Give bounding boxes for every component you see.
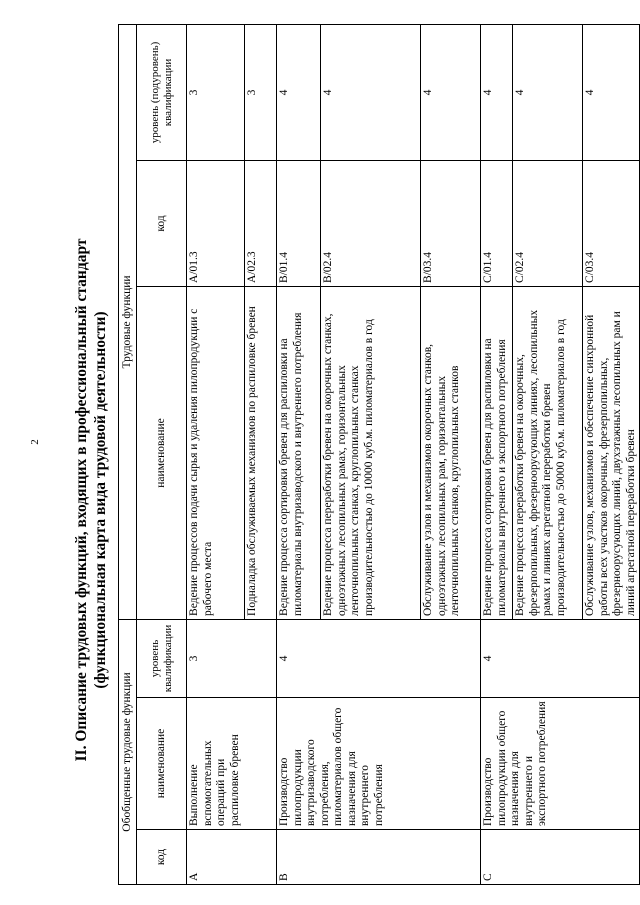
header-generalized: Обобщенные трудовые функции: [119, 619, 137, 884]
group-level: 4: [481, 619, 640, 697]
header-fn-level: уровень (подуровень) квалификации: [137, 24, 187, 160]
header-code: код: [137, 830, 187, 885]
group-name: Выполнение вспомогательных операций при распиловке бревен: [187, 698, 277, 830]
group-code: B: [277, 830, 481, 885]
function-name: Обслуживание узлов, механизмов и обеспечение синхронной работы всех участков окорочных, фрезерпопильных, фрезерноорусующих линий, двухэтажных лесопильных рам и линий агрегатной переработки бревен: [583, 286, 640, 619]
group-level: 4: [277, 619, 481, 697]
function-level: 3: [245, 24, 277, 160]
function-name: Обслуживание узлов и механизмов окорочных станков, одноэтажных лесопильных рам, горизонтальных ленточнопильных станков, круглопильных станков: [421, 286, 481, 619]
function-level: 4: [277, 24, 321, 160]
group-level: 3: [187, 619, 277, 697]
table-row: [187, 24, 245, 884]
function-code: B/01.4: [277, 160, 321, 286]
function-level: 4: [583, 24, 640, 160]
function-name: Ведение процессов подачи сырья и удаления пилопродукции с рабочего места: [187, 286, 245, 619]
header-fn-code: код: [137, 160, 187, 286]
function-name: Подналадка обслуживаемых механизмов по распиловке бревен: [245, 286, 277, 619]
function-code: A/01.3: [187, 160, 245, 286]
group-code: A: [187, 830, 277, 885]
table-row: [277, 24, 321, 884]
function-code: A/02.3: [245, 160, 277, 286]
function-name: Ведение процесса переработки бревен на окорочных станках, одноэтажных лесопильных рамах, горизонтальных ленточнопильных станках, круглопильных станках производительностью до 10000 куб.м. пиломатериалов в год: [321, 286, 421, 619]
function-name: Ведение процесса сортировки бревен для распиловки на пиломатериалы внутризаводского и внутреннего потребления: [277, 286, 321, 619]
function-code: C/02.4: [513, 160, 583, 286]
function-name: Ведение процесса переработки бревен на окорочных, фрезерпопильных, фрезерноорусующих линиях, лесопильных рамах и линиях агрегатной переработки бревен производительностью до 50000 куб.м. пиломатериалов в год: [513, 286, 583, 619]
page-number: 2: [29, 439, 41, 445]
header-name: наименование: [137, 698, 187, 830]
function-level: 4: [421, 24, 481, 160]
functional-map-table: [118, 24, 640, 885]
function-level: 4: [513, 24, 583, 160]
section-heading: [72, 120, 110, 880]
heading-line-2: (функциональная карта вида трудовой деятельности): [92, 311, 109, 689]
header-level: уровень квалификации: [137, 619, 187, 697]
group-name: Производство пилопродукции внутризаводского потребления, пиломатериалов общего назначения для внутреннего потребления: [277, 698, 481, 830]
function-level: 4: [481, 24, 513, 160]
table-row: [481, 24, 513, 884]
header-fn-name: наименование: [137, 286, 187, 619]
functional-map-table-wrapper: [118, 25, 637, 885]
function-name: Ведение процесса сортировки бревен для распиловки на пиломатериалы внутреннего и экспортного потребления: [481, 286, 513, 619]
header-functions: Трудовые функции: [119, 24, 137, 619]
function-code: B/02.4: [321, 160, 421, 286]
heading-line-1: II. Описание трудовых функций, входящих в профессиональный стандарт: [73, 238, 90, 762]
function-level: 4: [321, 24, 421, 160]
function-code: B/03.4: [421, 160, 481, 286]
header-row-1: [119, 24, 137, 884]
header-row-2: [137, 24, 187, 884]
group-code: C: [481, 830, 640, 885]
function-code: C/03.4: [583, 160, 640, 286]
function-level: 3: [187, 24, 245, 160]
function-code: C/01.4: [481, 160, 513, 286]
group-name: Производство пилопродукции общего назначения для внутреннего и экспортного потребления: [481, 698, 640, 830]
